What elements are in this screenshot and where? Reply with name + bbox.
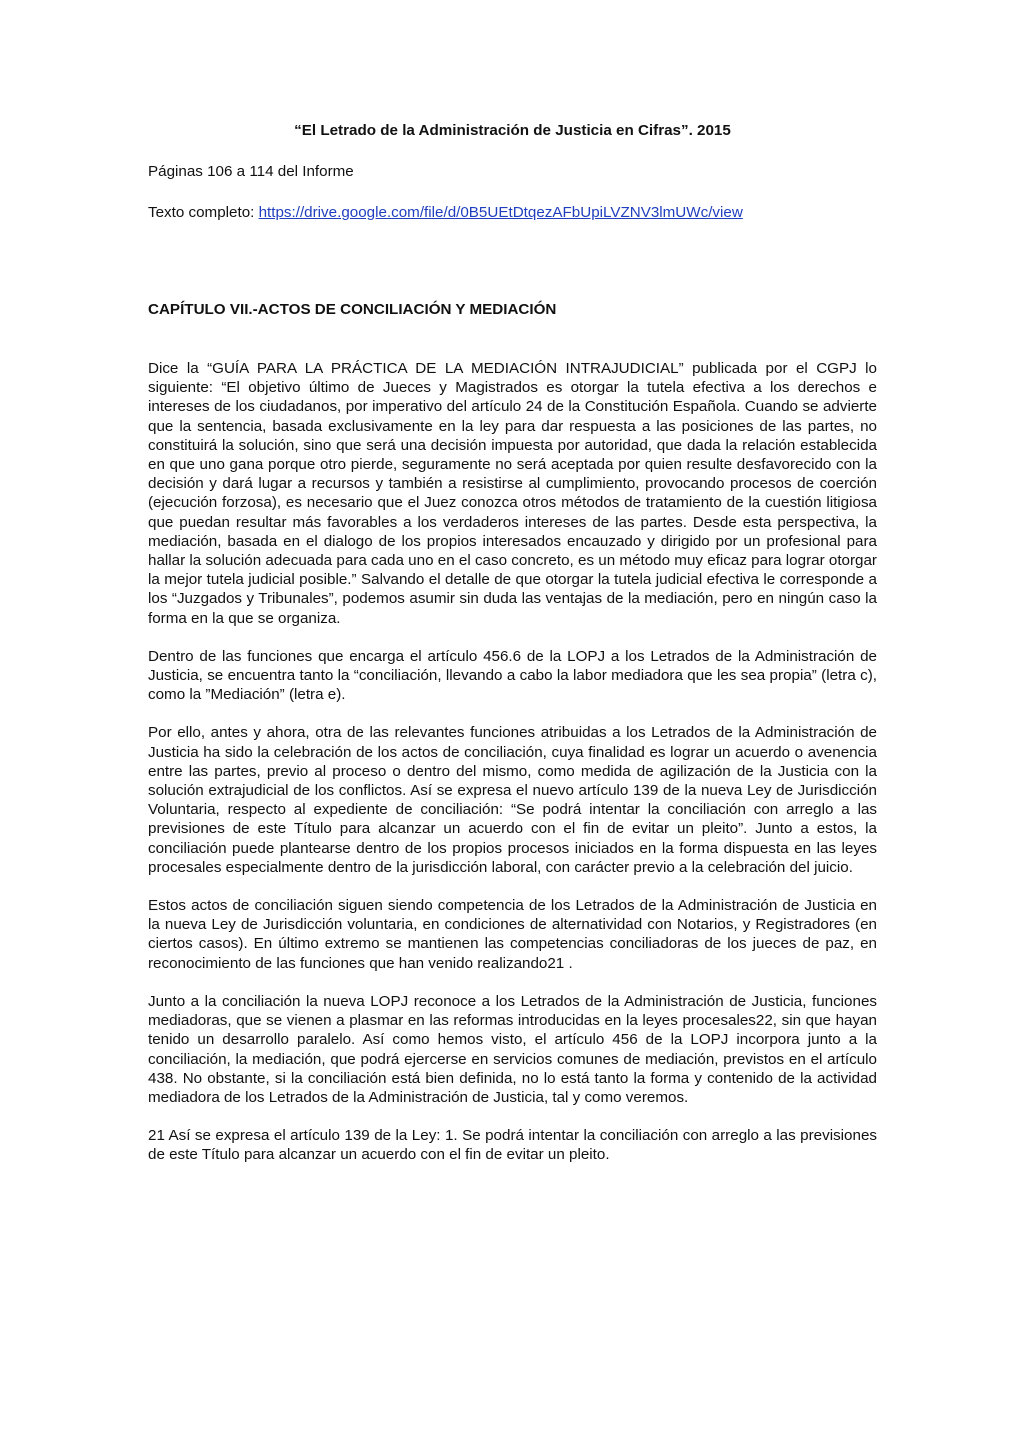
paragraph: Estos actos de conciliación siguen siendo competencia de los Letrados de la Administración de Justicia en la nueva Ley de Jurisdicción voluntaria, en condiciones de alternatividad con Notarios, y Registradores (en ciertos casos). En último extremo se mantienen las competencias conciliadoras de los jueces de paz, en reconocimiento de las funciones que han venido realizando21 . [148, 897, 877, 972]
full-text-label: Texto completo: [148, 204, 259, 221]
paragraph: Dentro de las funciones que encarga el artículo 456.6 de la LOPJ a los Letrados de la Administración de Justicia, se encuentra tanto la “conciliación, llevando a cabo la labor mediadora que les sea propia” (letra c), como la ”Mediación” (letra e). [148, 647, 877, 704]
paragraph: Dice la “GUÍA PARA LA PRÁCTICA DE LA MEDIACIÓN INTRAJUDICIAL” publicada por el CGPJ lo siguiente: “El objetivo último de Jueces y Magistrados es otorgar la tutela efectiva a los derechos e intereses de los ciudadanos, por imperativo del artículo 24 de la Constitución Española. Cuando se advierte que la sentencia, basada exclusivamente en la ley para dar respuesta a las posiciones de las partes, no constituirá la solución, sino que será una decisión impuesta por autoridad, que dada la relación establecida en que uno gana porque otro pierde, seguramente no será aceptada por quien resulte desfavorecido con la decisión y dará lugar a recursos y también a resistirse al cumplimiento, provocando procesos de coerción (ejecución forzosa), es necesario que el Juez conozca otros métodos de tratamiento de la cuestión litigiosa que puedan resultar más favorables a los verdaderos intereses de las partes. Desde esta perspectiva, la mediación, basada en el dialogo de los propios interesados encauzado y dirigido por un profesional para hallar la solución adecuada para cada uno en el caso concreto, es un método muy eficaz para lograr otorgar la mejor tutela judicial posible.” Salvando el detalle de que otorgar la tutela judicial efectiva le corresponde a los “Juzgados y Tribunales”, podemos asumir sin duda las ventajas de la mediación, pero en ningún caso la forma en la que se organiza. [148, 360, 877, 627]
document-body [148, 359, 877, 1184]
full-text-line [148, 203, 743, 223]
full-text-link[interactable]: https://drive.google.com/file/d/0B5UEtDtqezAFbUpiLVZNV3lmUWc/view [258, 204, 743, 221]
paragraph: Junto a la conciliación la nueva LOPJ reconoce a los Letrados de la Administración de Justicia, funciones mediadoras, que se vienen a plasmar en las reformas introducidas en la leyes procesales22, sin que hayan tenido un desarrollo paralelo. Así como hemos visto, el artículo 456 de la LOPJ incorpora junto a la conciliación, la mediación, que podrá ejercerse en servicios comunes de mediación, previstos en el artículo 438. No obstante, si la conciliación está bien definida, no lo está tanto la forma y contenido de la actividad mediadora de los Letrados de la Administración de Justicia, tal y como veremos. [148, 992, 877, 1106]
pages-reference: Páginas 106 a 114 del Informe [148, 163, 354, 180]
chapter-heading: CAPÍTULO VII.-ACTOS DE CONCILIACIÓN Y MEDIACIÓN [148, 301, 557, 318]
document-title: “El Letrado de la Administración de Justicia en Cifras”. 2015 [294, 122, 731, 139]
paragraph: Por ello, antes y ahora, otra de las relevantes funciones atribuidas a los Letrados de la Administración de Justicia ha sido la celebración de los actos de conciliación, cuya finalidad es lograr un acuerdo o avenencia entre las partes, previo al proceso o dentro del mismo, como medida de agilización de la Justicia con la solución extrajudicial de los conflictos. Así se expresa el nuevo artículo 139 de la nueva Ley de Jurisdicción Voluntaria, respecto al expediente de conciliación: “Se podrá intentar la conciliación con arreglo a las previsiones de este Título para alcanzar un acuerdo con el fin de evitar un pleito”. Junto a estos, la conciliación puede plantearse dentro de los propios procesos iniciados en la forma dispuesta en las leyes procesales especialmente dentro de la jurisdicción laboral, con carácter previo a la celebración del juicio. [148, 724, 877, 876]
footnote: 21 Así se expresa el artículo 139 de la Ley: 1. Se podrá intentar la conciliación con arreglo a las previsiones de este Título para alcanzar un acuerdo con el fin de evitar un pleito. [148, 1127, 877, 1164]
